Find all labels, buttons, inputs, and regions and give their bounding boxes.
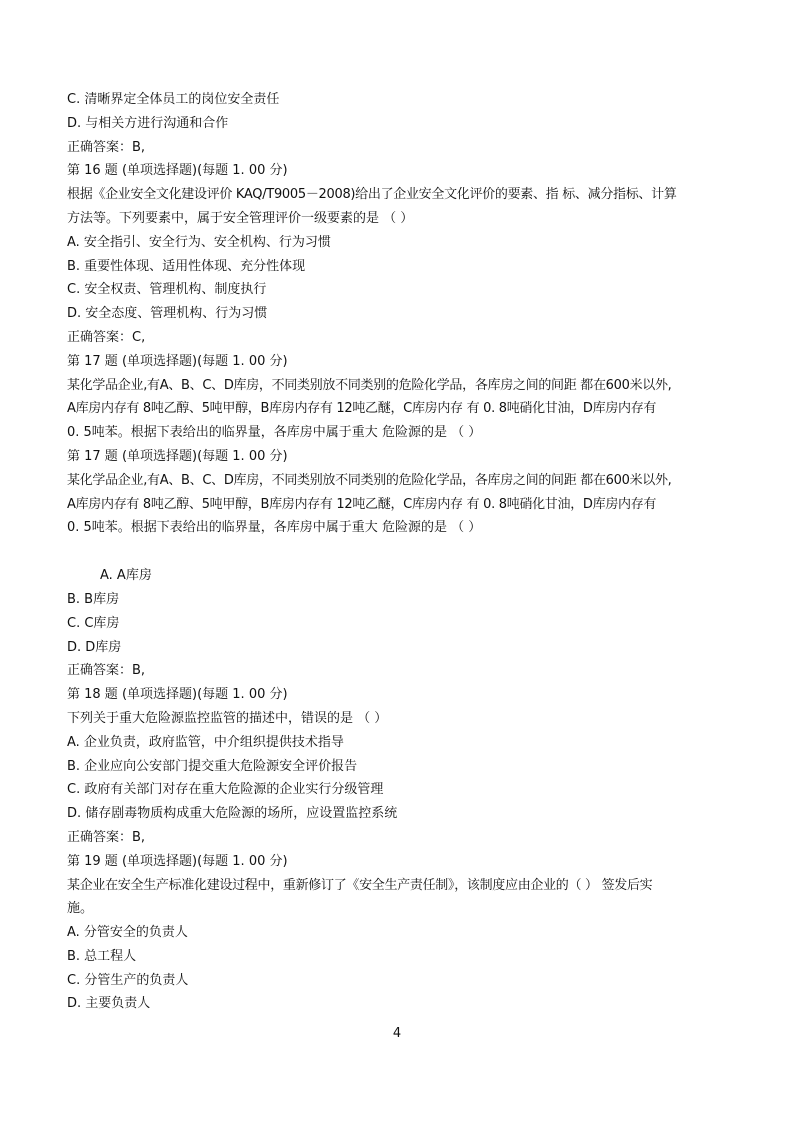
question-17-repeat-text-line2: A库房内存有 8吨乙醇、5吨甲醇，B库房内存有 12吨乙醚，C库房内存 有 0. 8吨硝化甘油，D库房内存有 (67, 496, 657, 512)
option-c-q16: C. 安全权责、管理机构、制度执行 (67, 282, 267, 298)
question-17-text-line2: A库房内存有 8吨乙醇、5吨甲醇，B库房内存有 12吨乙醚，C库房内存 有 0. 8吨硝化甘油，D库房内存有 (67, 401, 657, 417)
option-a-q17: A. A库房 (100, 568, 152, 584)
question-17-repeat-text-line3: 0. 5吨苯。根据下表给出的临界量，各库房中属于重大 危险源的是 （ ） (67, 520, 482, 536)
option-b-q17: B. B库房 (67, 591, 120, 607)
question-17-text-line3: 0. 5吨苯。根据下表给出的临界量，各库房中属于重大 危险源的是 （ ） (67, 425, 482, 441)
question-17-repeat-text-line1: 某化学品企业,有A、B、C、D库房，不同类别放不同类别的危险化学品，各库房之间的间距 都在600米以外, (67, 472, 672, 488)
option-d-q15: D. 与相关方进行沟通和合作 (67, 115, 229, 131)
option-d-q17: D. D库房 (67, 639, 122, 655)
spacer (67, 540, 747, 564)
option-c-q18: C. 政府有关部门对存在重大危险源的企业实行分级管理 (67, 782, 384, 798)
option-c-q17: C. C库房 (67, 615, 120, 631)
option-a-q18: A. 企业负责，政府监管，中介组织提供技术指导 (67, 734, 344, 750)
question-16-text-line1: 根据《企业安全文化建设评价 KAQ/T9005－2008)给出了企业安全文化评价的要素、指 标、减分指标、计算 (67, 187, 677, 203)
option-b-q19: B. 总工程人 (67, 948, 137, 964)
option-a-q19: A. 分管安全的负责人 (67, 925, 188, 941)
page-number: 4 (392, 1026, 402, 1041)
question-18-text: 下列关于重大危险源监控监管的描述中，错误的是 （ ） (67, 710, 388, 726)
question-16-header: 第 16 题 (单项选择题)(每题 1. 00 分) (67, 163, 288, 179)
answer-q16: 正确答案：C, (67, 329, 146, 345)
question-19-text-line1: 某企业在安全生产标准化建设过程中，重新修订了《安全生产责任制》，该制度应由企业的（ ） 签发后实 (67, 877, 653, 893)
answer-q15: 正确答案：B, (67, 139, 146, 155)
question-17-repeat-header: 第 17 题 (单项选择题)(每题 1. 00 分) (67, 448, 288, 464)
option-d-q18: D. 储存剧毒物质构成重大危险源的场所，应设置监控系统 (67, 806, 398, 822)
option-a-q16: A. 安全指引、安全行为、安全机构、行为习惯 (67, 234, 331, 250)
option-d-q19: D. 主要负责人 (67, 996, 151, 1012)
answer-q18: 正确答案：B, (67, 829, 146, 845)
document-body (67, 88, 747, 1016)
option-c-q19: C. 分管生产的负责人 (67, 972, 189, 988)
question-17-text-line1: 某化学品企业,有A、B、C、D库房，不同类别放不同类别的危险化学品，各库房之间的间距 都在600米以外, (67, 377, 672, 393)
option-c-q15: C. 清晰界定全体员工的岗位安全责任 (67, 92, 280, 107)
question-18-header: 第 18 题 (单项选择题)(每题 1. 00 分) (67, 687, 288, 703)
question-19-text-line2: 施。 (67, 901, 94, 917)
question-17-header: 第 17 题 (单项选择题)(每题 1. 00 分) (67, 353, 288, 369)
question-19-header: 第 19 题 (单项选择题)(每题 1. 00 分) (67, 853, 288, 869)
answer-q17: 正确答案：B, (67, 663, 146, 679)
question-16-text-line2: 方法等。下列要素中，属于安全管理评价一级要素的是 （ ） (67, 210, 414, 226)
option-b-q18: B. 企业应向公安部门提交重大危险源安全评价报告 (67, 758, 358, 774)
option-d-q16: D. 安全态度、管理机构、行为习惯 (67, 306, 268, 322)
option-b-q16: B. 重要性体现、适用性体现、充分性体现 (67, 258, 306, 274)
